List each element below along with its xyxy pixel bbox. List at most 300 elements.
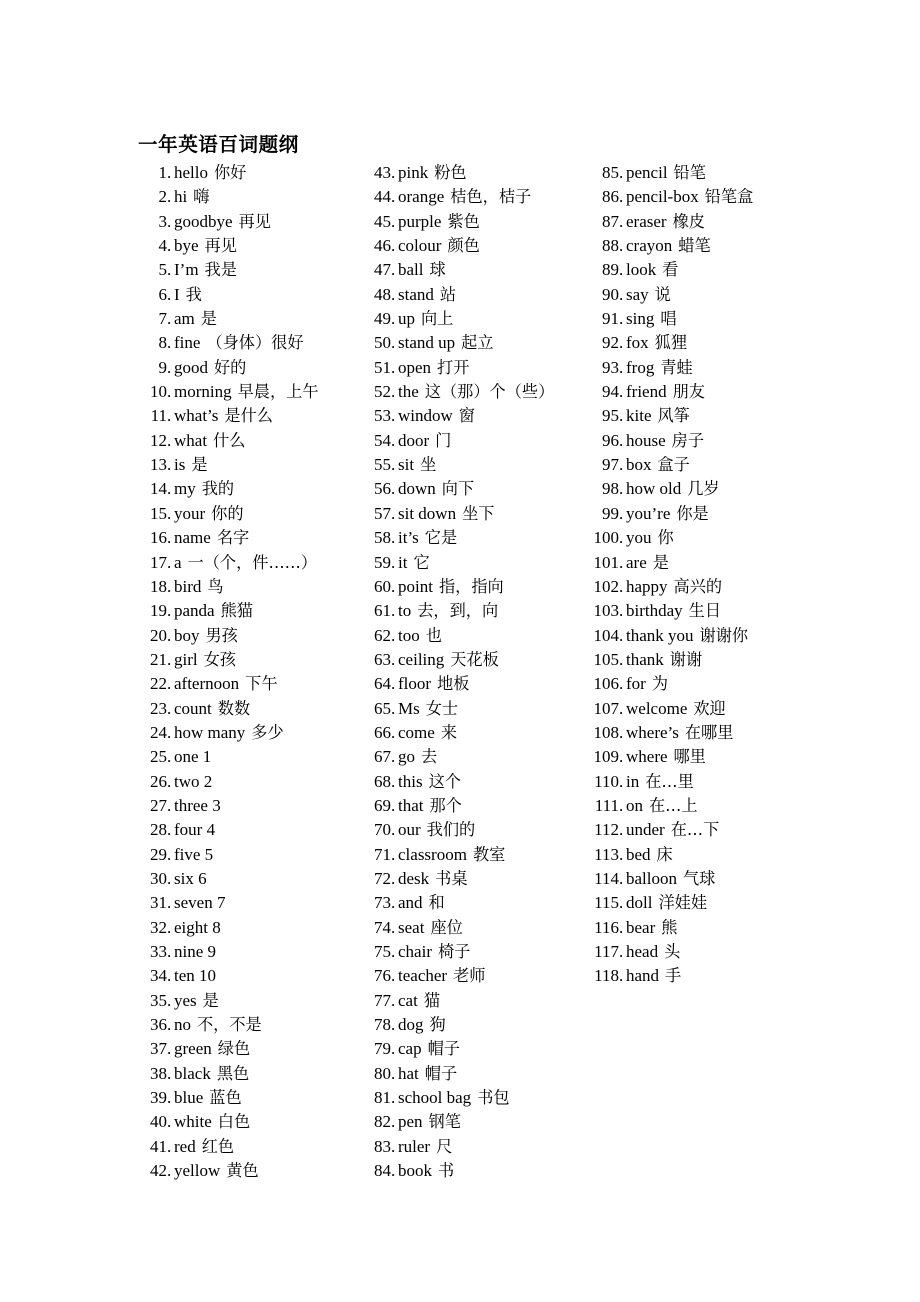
entry-english-word: ball <box>398 260 424 280</box>
entry-english-word: crayon <box>626 236 673 256</box>
entry-number: 88 <box>602 236 619 256</box>
entry-chinese-gloss: 在…上 <box>649 795 698 815</box>
entry-english-word: door <box>398 430 430 450</box>
entry-chinese-gloss: 狗 <box>429 1015 446 1035</box>
vocabulary-entry <box>585 891 865 915</box>
entry-english-word: seven 7 <box>174 893 226 913</box>
entry-english-word: bye <box>174 236 199 256</box>
entry-english-word: the <box>398 382 419 402</box>
entry-english-word: that <box>398 795 424 815</box>
entry-english-word: pink <box>398 163 429 182</box>
entry-number-separator: . <box>619 333 624 353</box>
vocabulary-entry <box>362 210 585 234</box>
entry-number: 16 <box>150 528 167 548</box>
entry-english-word: name <box>174 528 211 548</box>
entry-number: 91 <box>602 309 619 329</box>
vocabulary-entry <box>362 258 585 282</box>
entry-chinese-gloss: 谢谢你 <box>699 625 749 645</box>
entry-english-word: colour <box>398 236 442 256</box>
entry-english-word: sit down <box>398 503 457 523</box>
entry-number-separator: . <box>391 163 396 182</box>
vocabulary-entry <box>138 161 362 185</box>
entry-number-separator: . <box>619 966 624 986</box>
entry-english-word: bed <box>626 844 651 864</box>
entry-chinese-gloss: 多少 <box>251 722 284 742</box>
entry-number-separator: . <box>619 868 624 888</box>
vocabulary-entry <box>585 283 865 307</box>
entry-number: 3 <box>158 211 167 231</box>
entry-number-separator: . <box>391 528 396 548</box>
vocabulary-entry <box>362 770 585 794</box>
entry-number: 12 <box>150 430 167 450</box>
entry-chinese-gloss: 是什么 <box>224 406 273 426</box>
entry-chinese-gloss: 红色 <box>201 1136 235 1156</box>
entry-english-word: go <box>398 747 415 767</box>
vocabulary-entry <box>138 477 362 501</box>
entry-number-separator: . <box>391 722 396 742</box>
entry-english-word: friend <box>626 382 667 402</box>
entry-number-separator: . <box>391 966 396 986</box>
entry-number-separator: . <box>391 382 396 402</box>
entry-chinese-gloss: 熊 <box>661 917 678 937</box>
vocabulary-entry <box>138 210 362 234</box>
entry-number-separator: . <box>619 187 624 207</box>
vocabulary-entry <box>585 551 865 575</box>
vocabulary-entry <box>138 745 362 769</box>
entry-chinese-gloss: 女士 <box>425 698 459 718</box>
entry-chinese-gloss: 来 <box>440 722 458 742</box>
entry-chinese-gloss: 紫色 <box>447 211 480 231</box>
entry-english-word: green <box>174 1039 212 1059</box>
entry-chinese-gloss: 椅子 <box>437 942 471 961</box>
entry-number-separator: . <box>619 942 624 961</box>
entry-english-word: hi <box>174 187 188 207</box>
vocabulary-entry <box>362 867 585 891</box>
entry-number: 5 <box>158 260 167 280</box>
entry-chinese-gloss: 坐 <box>420 455 437 475</box>
entry-english-word: it <box>398 552 408 572</box>
entry-number: 11 <box>150 406 167 426</box>
entry-number: 1 <box>158 163 167 182</box>
entry-number-separator: . <box>391 406 396 426</box>
entry-chinese-gloss: 座位 <box>430 917 463 937</box>
vocabulary-entry <box>362 502 585 526</box>
vocabulary-entry <box>138 916 362 940</box>
entry-english-word: one 1 <box>174 747 212 767</box>
entry-number: 53 <box>374 406 391 426</box>
entry-number: 19 <box>150 601 167 621</box>
entry-chinese-gloss: 打开 <box>437 357 470 377</box>
entry-number: 62 <box>374 625 391 645</box>
entry-chinese-gloss: 床 <box>656 844 673 864</box>
entry-chinese-gloss: 你好 <box>214 163 247 182</box>
entry-chinese-gloss: 指，指向 <box>438 576 504 596</box>
entry-english-word: where <box>626 747 668 767</box>
entry-chinese-gloss: 看 <box>662 260 679 280</box>
entry-english-word: am <box>174 309 195 329</box>
vocabulary-entry <box>362 843 585 867</box>
entry-english-word: your <box>174 503 206 523</box>
entry-english-word: hat <box>398 1063 419 1083</box>
entry-number: 75 <box>374 942 391 961</box>
entry-chinese-gloss: 下午 <box>245 674 278 694</box>
entry-chinese-gloss: 它 <box>413 552 430 572</box>
entry-chinese-gloss: 我的 <box>201 479 235 499</box>
vocabulary-entry <box>138 575 362 599</box>
vocabulary-entry <box>585 185 865 209</box>
entry-chinese-gloss: 青蛙 <box>660 357 693 377</box>
vocabulary-entry <box>138 453 362 477</box>
entry-number-separator: . <box>391 601 396 621</box>
entry-chinese-gloss: 名字 <box>216 528 250 548</box>
entry-chinese-gloss: 它是 <box>424 528 458 548</box>
vocabulary-entry <box>362 794 585 818</box>
entry-chinese-gloss: 高兴的 <box>673 576 723 596</box>
entry-chinese-gloss: 谢谢 <box>669 649 703 669</box>
vocabulary-entry <box>362 429 585 453</box>
entry-english-word: how old <box>626 479 682 499</box>
entry-english-word: our <box>398 820 421 840</box>
entry-number-separator: . <box>167 698 172 718</box>
entry-chinese-gloss: 唱 <box>660 309 677 329</box>
vocabulary-entry <box>362 989 585 1013</box>
vocabulary-entry <box>362 672 585 696</box>
entry-number-separator: . <box>167 333 172 353</box>
entry-number: 109 <box>593 747 619 767</box>
entry-english-word: fine <box>174 333 201 353</box>
entry-number-separator: . <box>391 187 396 207</box>
entry-number: 71 <box>374 844 391 864</box>
entry-number-separator: . <box>619 163 624 182</box>
entry-number: 24 <box>150 722 167 742</box>
entry-english-word: dog <box>398 1015 424 1035</box>
vocabulary-entry <box>585 307 865 331</box>
vocabulary-entry <box>362 404 585 428</box>
page-title: 一年英语百词题纲 <box>138 133 299 157</box>
entry-number-separator: . <box>167 966 172 986</box>
entry-chinese-gloss: 我 <box>185 284 202 304</box>
entry-english-word: stand <box>398 284 434 304</box>
entry-number: 60 <box>374 576 391 596</box>
vocabulary-entry <box>362 745 585 769</box>
entry-number-separator: . <box>619 260 624 280</box>
entry-english-word: school bag <box>398 1088 472 1108</box>
vocabulary-entry <box>585 477 865 501</box>
entry-number-separator: . <box>167 917 172 937</box>
entry-chinese-gloss: 书包 <box>477 1088 510 1108</box>
entry-number-separator: . <box>167 357 172 377</box>
vocabulary-entry <box>138 843 362 867</box>
entry-number-separator: . <box>391 576 396 596</box>
vocabulary-entry <box>585 745 865 769</box>
entry-number-separator: . <box>167 1161 172 1181</box>
entry-number-separator: . <box>391 868 396 888</box>
entry-chinese-gloss: 尺 <box>436 1136 453 1156</box>
entry-english-word: pencil-box <box>626 187 699 207</box>
entry-number-separator: . <box>619 747 624 767</box>
entry-number: 72 <box>374 868 391 888</box>
vocabulary-entry <box>138 964 362 988</box>
entry-number: 92 <box>602 333 619 353</box>
entry-chinese-gloss: 是 <box>202 990 219 1010</box>
entry-english-word: five 5 <box>174 844 214 864</box>
vocabulary-entry <box>362 940 585 964</box>
entry-english-word: under <box>626 820 665 840</box>
vocabulary-entry <box>138 404 362 428</box>
entry-chinese-gloss: 我们的 <box>426 820 476 840</box>
entry-number: 99 <box>602 503 619 523</box>
entry-chinese-gloss: 一（个，件……） <box>187 552 318 572</box>
vocabulary-entry <box>138 940 362 964</box>
vocabulary-entry <box>138 356 362 380</box>
entry-number-separator: . <box>391 479 396 499</box>
vocabulary-entry <box>138 185 362 209</box>
vocabulary-entry <box>585 916 865 940</box>
vocabulary-entry <box>138 526 362 550</box>
entry-number: 89 <box>602 260 619 280</box>
entry-number: 114 <box>594 868 619 888</box>
vocabulary-entry <box>362 624 585 648</box>
entry-number: 90 <box>602 284 619 304</box>
entry-number-separator: . <box>391 1112 396 1132</box>
entry-chinese-gloss: 和 <box>428 893 445 913</box>
vocabulary-entry <box>362 185 585 209</box>
entry-chinese-gloss: 欢迎 <box>693 698 726 718</box>
entry-number-separator: . <box>619 893 624 913</box>
entry-chinese-gloss: 书 <box>438 1161 455 1181</box>
entry-number-separator: . <box>167 722 172 742</box>
entry-english-word: Ms <box>398 698 420 718</box>
entry-english-word: four 4 <box>174 820 216 840</box>
entry-chinese-gloss: 再见 <box>204 236 237 256</box>
entry-english-word: to <box>398 601 412 621</box>
vocabulary-entry <box>585 794 865 818</box>
entry-number: 70 <box>374 820 391 840</box>
entry-number-separator: . <box>619 698 624 718</box>
entry-number-separator: . <box>167 795 172 815</box>
entry-number-separator: . <box>391 333 396 353</box>
entry-chinese-gloss: 去，到，向 <box>417 601 499 621</box>
entry-chinese-gloss: 黄色 <box>226 1161 259 1181</box>
vocabulary-entry <box>138 867 362 891</box>
entry-number: 22 <box>150 674 167 694</box>
entry-english-word: seat <box>398 917 425 937</box>
entry-english-word: kite <box>626 406 652 426</box>
entry-number-separator: . <box>391 357 396 377</box>
vocabulary-entry <box>362 1159 585 1183</box>
entry-number: 57 <box>374 503 391 523</box>
vocabulary-entry <box>362 161 585 185</box>
entry-number: 94 <box>602 382 619 402</box>
entry-english-word: red <box>174 1136 196 1156</box>
entry-chinese-gloss: 哪里 <box>673 747 706 767</box>
entry-english-word: in <box>626 771 640 791</box>
entry-number: 18 <box>150 576 167 596</box>
entry-english-word: morning <box>174 382 232 402</box>
entry-chinese-gloss: 蓝色 <box>209 1088 242 1108</box>
entry-number: 55 <box>374 455 391 475</box>
vocabulary-entry <box>138 648 362 672</box>
entry-number-separator: . <box>167 1088 172 1108</box>
entry-number: 81 <box>374 1088 391 1108</box>
entry-english-word: for <box>626 674 646 694</box>
entry-chinese-gloss: 不，不是 <box>197 1015 262 1035</box>
entry-english-word: house <box>626 430 666 450</box>
entry-number: 47 <box>374 260 391 280</box>
entry-chinese-gloss: 窗 <box>458 406 475 426</box>
entry-english-word: desk <box>398 868 430 888</box>
entry-number-separator: . <box>391 236 396 256</box>
entry-number: 85 <box>602 163 619 182</box>
entry-number: 54 <box>374 430 391 450</box>
vocabulary-entry <box>585 526 865 550</box>
entry-number-separator: . <box>167 552 172 572</box>
entry-english-word: classroom <box>398 844 467 864</box>
entry-chinese-gloss: （身体）很好 <box>206 333 304 353</box>
entry-number-separator: . <box>167 455 172 475</box>
entry-number-separator: . <box>167 747 172 767</box>
vocabulary-entry <box>362 964 585 988</box>
entry-english-word: happy <box>626 576 668 596</box>
entry-number: 52 <box>374 382 391 402</box>
entry-chinese-gloss: 你是 <box>676 503 709 523</box>
entry-chinese-gloss: 帽子 <box>424 1063 458 1083</box>
entry-english-word: two 2 <box>174 771 213 791</box>
entry-number-separator: . <box>167 211 172 231</box>
entry-number: 34 <box>150 966 167 986</box>
vocabulary-entry <box>362 526 585 550</box>
entry-number: 104 <box>593 625 619 645</box>
entry-number-separator: . <box>391 284 396 304</box>
vocabulary-entry <box>585 161 865 185</box>
entry-chinese-gloss: 气球 <box>683 868 716 888</box>
vocabulary-entry <box>362 1062 585 1086</box>
vocabulary-entry <box>138 380 362 404</box>
vocabulary-entry <box>138 283 362 307</box>
vocabulary-entry <box>138 1062 362 1086</box>
entry-number: 45 <box>374 211 391 231</box>
entry-chinese-gloss: 老师 <box>453 966 486 986</box>
entry-english-word: on <box>626 795 643 815</box>
entry-english-word: what’s <box>174 406 219 426</box>
entry-number: 40 <box>150 1112 167 1132</box>
entry-number: 113 <box>594 844 619 864</box>
entry-number: 78 <box>374 1015 391 1035</box>
vocabulary-entry <box>362 1037 585 1061</box>
entry-number: 84 <box>374 1161 391 1181</box>
entry-number-separator: . <box>167 771 172 791</box>
entry-chinese-gloss: 好的 <box>214 357 247 377</box>
entry-number: 26 <box>150 771 167 791</box>
entry-english-word: sing <box>626 309 655 329</box>
vocabulary-entry <box>585 258 865 282</box>
entry-english-word: nine 9 <box>174 942 217 961</box>
entry-english-word: blue <box>174 1088 204 1108</box>
entry-english-word: white <box>174 1112 212 1132</box>
vocabulary-entry <box>138 697 362 721</box>
entry-number: 28 <box>150 820 167 840</box>
entry-number-separator: . <box>167 868 172 888</box>
entry-number: 105 <box>593 649 619 669</box>
vocabulary-entry <box>362 380 585 404</box>
entry-english-word: ceiling <box>398 649 445 669</box>
entry-number: 37 <box>150 1039 167 1059</box>
vocabulary-entry <box>362 1135 585 1159</box>
entry-number-separator: . <box>391 674 396 694</box>
entry-english-word: you <box>626 528 652 548</box>
entry-number-separator: . <box>167 503 172 523</box>
entry-english-word: count <box>174 698 212 718</box>
entry-number: 43 <box>374 163 391 182</box>
entry-number-separator: . <box>167 528 172 548</box>
entry-number: 13 <box>150 455 167 475</box>
entry-number-separator: . <box>167 893 172 913</box>
vocabulary-entry <box>362 283 585 307</box>
entry-chinese-gloss: 也 <box>425 625 442 645</box>
entry-english-word: yes <box>174 990 197 1010</box>
vocabulary-entry <box>585 404 865 428</box>
entry-english-word: window <box>398 406 453 426</box>
entry-number-separator: . <box>167 674 172 694</box>
entry-number-separator: . <box>167 990 172 1010</box>
entry-number-separator: . <box>391 1088 396 1108</box>
entry-chinese-gloss: 什么 <box>213 430 246 450</box>
entry-number: 86 <box>602 187 619 207</box>
entry-number-separator: . <box>391 649 396 669</box>
vocabulary-entry <box>138 794 362 818</box>
entry-number-separator: . <box>391 844 396 864</box>
entry-number-separator: . <box>167 1063 172 1083</box>
entry-number: 2 <box>158 187 167 207</box>
entry-number-separator: . <box>619 844 624 864</box>
entry-number-separator: . <box>167 844 172 864</box>
entry-number-separator: . <box>391 430 396 450</box>
entry-number-separator: . <box>391 260 396 280</box>
entry-chinese-gloss: 房子 <box>671 430 705 450</box>
vocabulary-entry <box>138 599 362 623</box>
entry-english-word: look <box>626 260 657 280</box>
entry-number-separator: . <box>391 893 396 913</box>
entry-number-separator: . <box>391 771 396 791</box>
vocabulary-entry <box>138 258 362 282</box>
entry-number-separator: . <box>619 284 624 304</box>
entry-number: 56 <box>374 479 391 499</box>
entry-english-word: book <box>398 1161 432 1181</box>
vocabulary-entry <box>138 1159 362 1183</box>
entry-english-word: three 3 <box>174 795 221 815</box>
entry-english-word: birthday <box>626 601 683 621</box>
entry-english-word: you’re <box>626 503 671 523</box>
entry-chinese-gloss: 桔色，桔子 <box>450 187 532 207</box>
vocabulary-entry <box>585 672 865 696</box>
entry-english-word: cat <box>398 990 418 1010</box>
entry-english-word: stand up <box>398 333 456 353</box>
entry-number-separator: . <box>619 309 624 329</box>
entry-english-word: hello <box>174 163 208 182</box>
vocabulary-entry <box>585 331 865 355</box>
entry-number: 96 <box>602 430 619 450</box>
entry-number-separator: . <box>391 990 396 1010</box>
entry-number: 58 <box>374 528 391 548</box>
entry-english-word: eraser <box>626 211 667 231</box>
entry-number-separator: . <box>391 917 396 937</box>
entry-chinese-gloss: 向下 <box>441 479 475 499</box>
entry-number-separator: . <box>619 771 624 791</box>
entry-chinese-gloss: 女孩 <box>203 649 236 669</box>
vocabulary-entry <box>362 331 585 355</box>
vocabulary-entry <box>585 964 865 988</box>
vocabulary-entry <box>138 1013 362 1037</box>
